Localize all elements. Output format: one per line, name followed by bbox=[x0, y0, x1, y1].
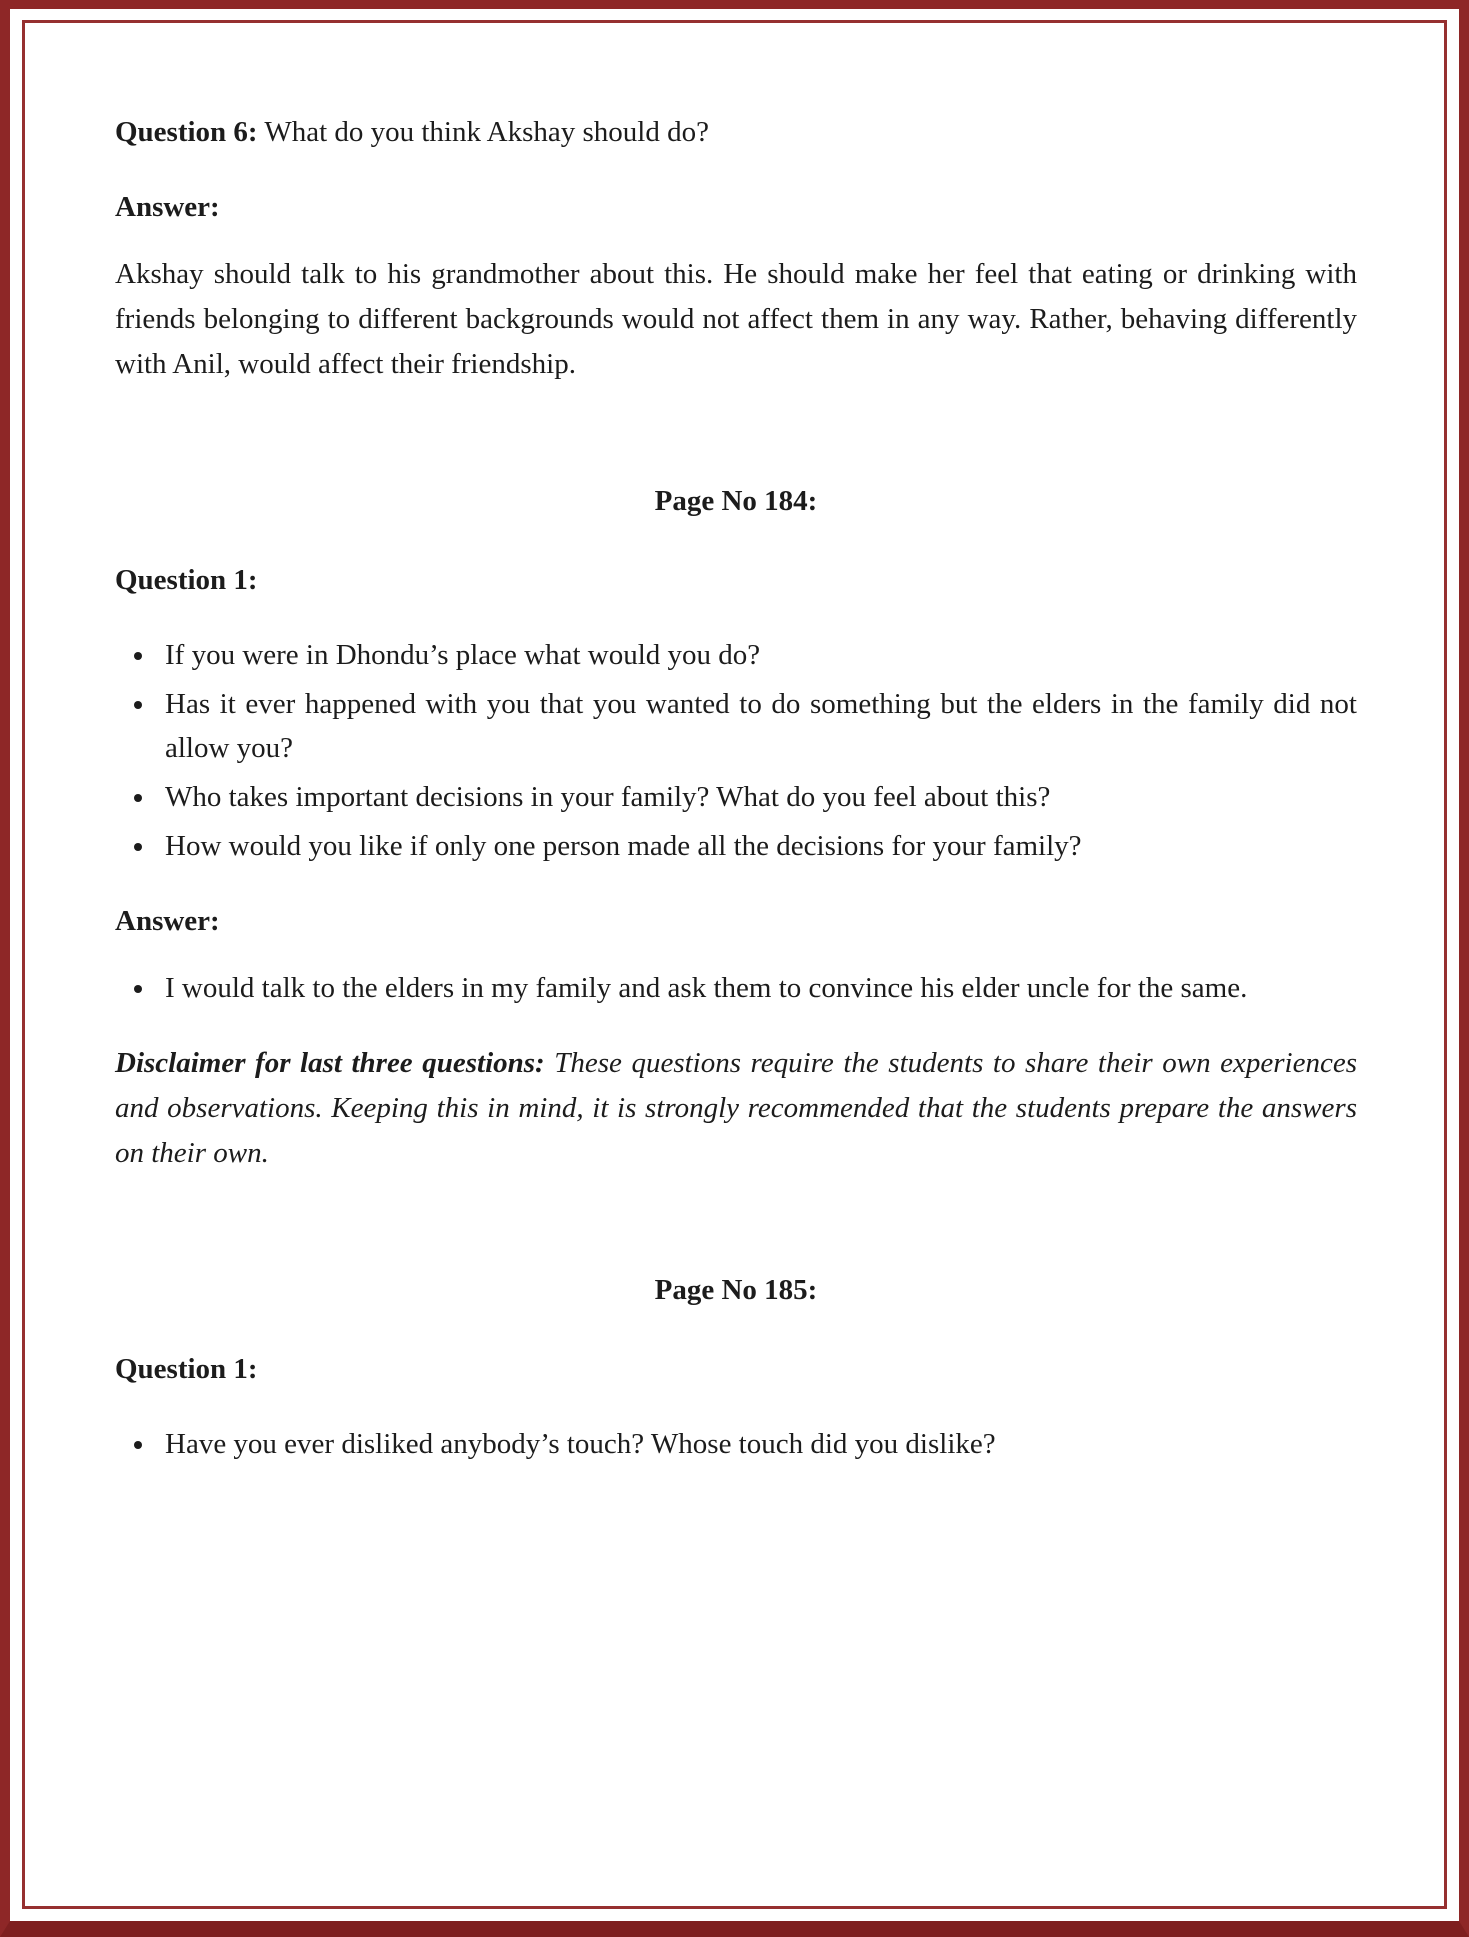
list-item: • If you were in Dhondu’s place what would you do? bbox=[157, 633, 1357, 678]
list-item: • How would you like if only one person made all the decisions for your family? bbox=[157, 824, 1357, 869]
list-item: • Has it ever happened with you that you wanted to do something but the elders in the family did not allow you? bbox=[157, 682, 1357, 772]
page184-answer-label: Answer: bbox=[115, 905, 220, 938]
page184-question1-bullet-list bbox=[115, 633, 1357, 870]
page185-question1-label: Question 1: bbox=[115, 1352, 258, 1385]
question6-text: What do you think Akshay should do? bbox=[257, 116, 709, 148]
document-content bbox=[115, 0, 1357, 1497]
page-185-heading: Page No 185: bbox=[654, 1273, 818, 1306]
page184-answer-bullet-list bbox=[115, 966, 1357, 1011]
question6-label: Question 6: bbox=[115, 116, 258, 148]
question6-answer-paragraph: Akshay should talk to his grandmother about this. He should make her feel that eating or drinking with friends belonging to different backgrounds would not affect them in any way. Rather, behaving differently with Anil, would affect their friendship. bbox=[115, 257, 1357, 380]
page-184-heading: Page No 184: bbox=[654, 484, 818, 517]
disclaimer-text: These questions require the students to share their own experiences and observations. Keeping this in mind, it is strongly recommended that the students prepare the answers on their own. bbox=[115, 1047, 1357, 1169]
disclaimer-paragraph bbox=[115, 1041, 1357, 1176]
question6-line bbox=[115, 110, 1357, 155]
list-item: • Have you ever disliked anybody’s touch? Whose touch did you dislike? bbox=[157, 1422, 1357, 1467]
disclaimer-label: Disclaimer for last three questions: bbox=[115, 1047, 545, 1080]
question6-answer-label: Answer: bbox=[115, 190, 220, 223]
page184-question1-label: Question 1: bbox=[115, 563, 258, 596]
list-item: • I would talk to the elders in my family and ask them to convince his elder uncle for the same. bbox=[157, 966, 1357, 1011]
page185-question1-bullet-list bbox=[115, 1422, 1357, 1467]
list-item: • Who takes important decisions in your family? What do you feel about this? bbox=[157, 775, 1357, 820]
